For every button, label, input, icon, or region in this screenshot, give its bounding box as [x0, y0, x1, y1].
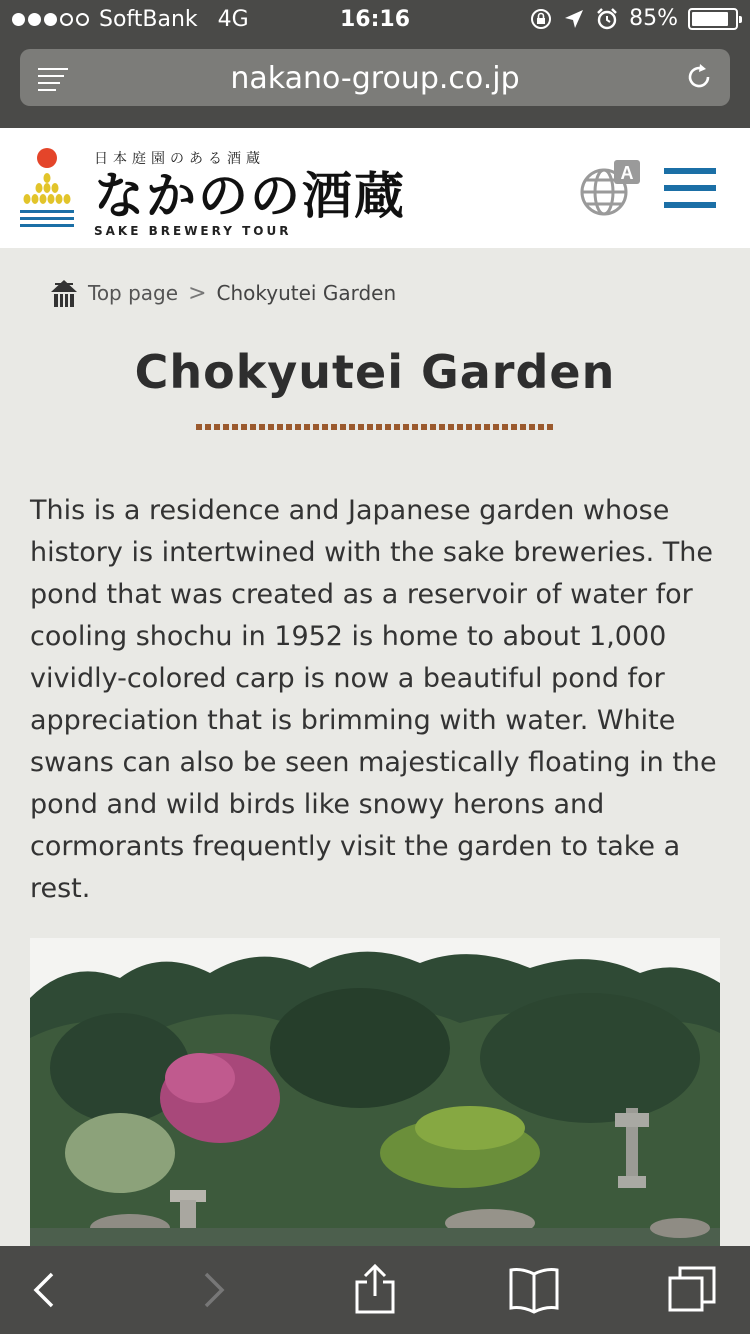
- address-bar[interactable]: [20, 49, 730, 106]
- logo-subtitle: SAKE BREWERY TOUR: [94, 224, 292, 238]
- garden-photo: [30, 938, 720, 1248]
- browser-toolbar: [0, 1246, 750, 1334]
- logo-tagline: 日本庭園のある酒蔵: [94, 151, 265, 167]
- breadcrumb-current: Chokyutei Garden: [216, 281, 397, 305]
- tabs-icon[interactable]: [666, 1264, 718, 1316]
- home-icon[interactable]: [50, 278, 78, 308]
- rotation-lock-icon: [529, 7, 553, 31]
- site-logo[interactable]: [94, 148, 406, 238]
- location-icon: [563, 8, 585, 30]
- site-header: [0, 128, 750, 248]
- status-bar: [0, 0, 750, 40]
- breadcrumb: [50, 278, 396, 308]
- reload-icon[interactable]: [684, 62, 714, 92]
- alarm-icon: [595, 7, 619, 31]
- battery-icon: [688, 8, 738, 30]
- brewery-logo-mark[interactable]: [18, 146, 76, 236]
- logo-name: なかのの酒蔵: [94, 166, 406, 225]
- back-icon[interactable]: [20, 1264, 72, 1316]
- language-badge: A: [620, 163, 634, 183]
- breadcrumb-separator: >: [188, 280, 207, 306]
- carrier-label: SoftBank: [99, 7, 198, 32]
- url-text[interactable]: nakano-group.co.jp: [230, 61, 520, 96]
- page-title: Chokyutei Garden: [134, 345, 616, 399]
- share-icon[interactable]: [349, 1264, 401, 1316]
- menu-hamburger-icon[interactable]: [664, 168, 716, 210]
- forward-icon[interactable]: [186, 1264, 238, 1316]
- browser-address-area: [0, 40, 750, 128]
- network-label: 4G: [217, 7, 249, 32]
- breadcrumb-home-link[interactable]: Top page: [88, 281, 179, 305]
- clock: 16:16: [339, 7, 411, 32]
- bookmarks-icon[interactable]: [508, 1264, 560, 1316]
- language-globe-icon[interactable]: [578, 158, 642, 218]
- page-description: This is a residence and Japanese garden whose history is intertwined with the sake breweries. The pond that was created as a reservoir of water for cooling shochu in 1952 is home to about 1,000 vividly-colored carp is now a beautiful pond for appreciation that is brimming with water. White swans can also be seen majestically floating in the pond and wild birds like snowy herons and cormorants frequently visit the garden to take a rest.: [30, 495, 717, 904]
- battery-percent: 85%: [629, 6, 678, 31]
- title-underline: [196, 424, 554, 430]
